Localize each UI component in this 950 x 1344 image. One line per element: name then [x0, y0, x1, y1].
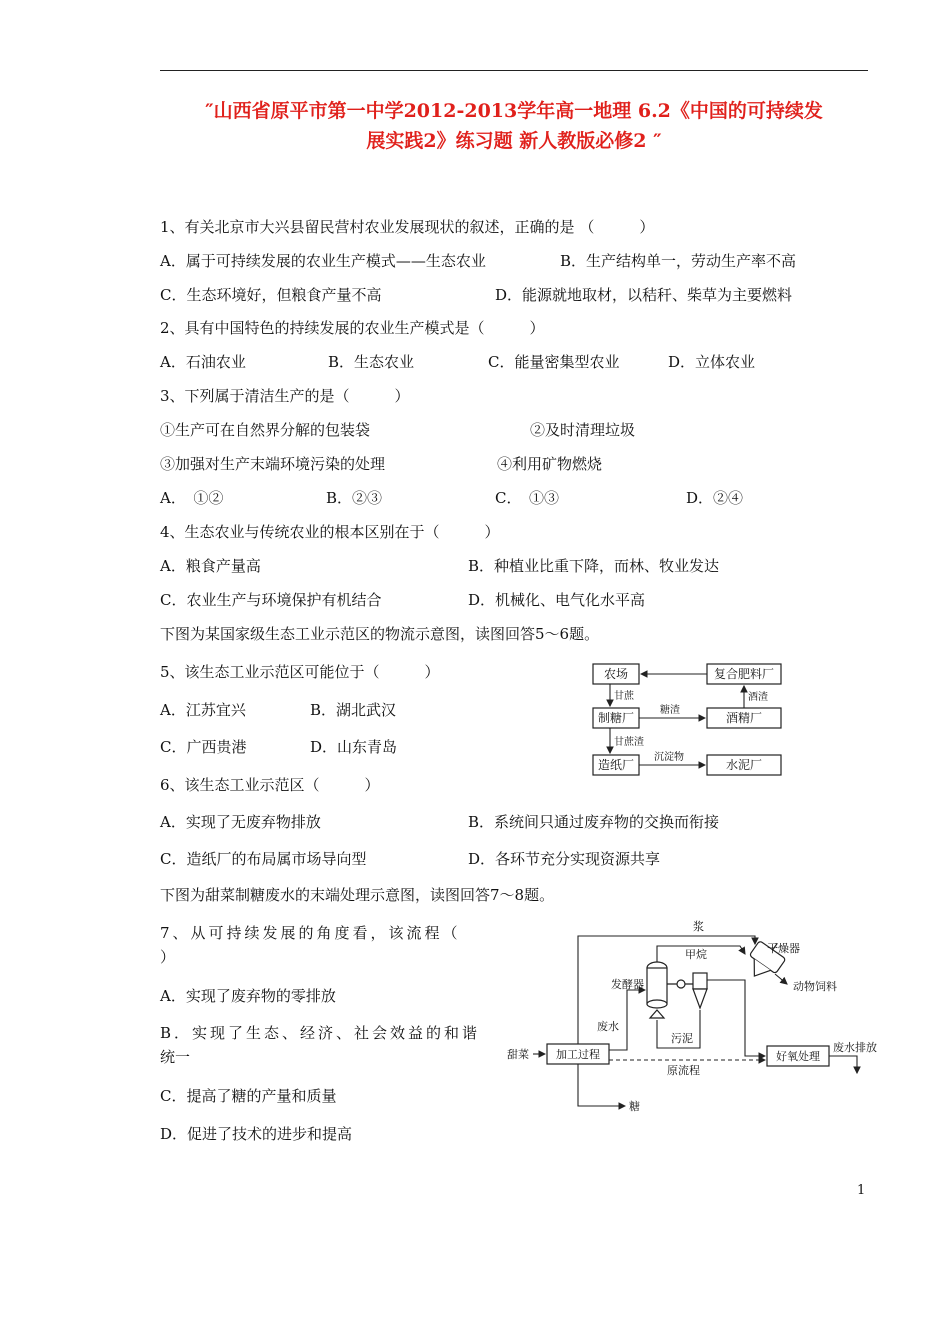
intro-7-8: 下图为甜菜制糖废水的末端处理示意图，读图回答7～8题。	[160, 886, 555, 904]
q5-option-b: B．湖北武汉	[310, 701, 397, 719]
edge-label-bagasse: 甘蔗渣	[614, 737, 644, 748]
q6-option-b: B．系统间只通过废弃物的交换而衔接	[468, 813, 720, 831]
q3-item-1: ①生产可在自然界分解的包装袋	[160, 421, 371, 439]
q3-item-4: ④利用矿物燃烧	[497, 455, 603, 473]
q7-option-d: D．促进了技术的进步和提高	[160, 1125, 353, 1143]
edge-label-distillers-grains: 酒渣	[748, 692, 768, 703]
q4-option-a: A．粮食产量高	[160, 557, 261, 575]
label-sugar: 糖	[629, 1100, 640, 1113]
edge-label-sugar-residue: 糖渣	[660, 705, 680, 716]
q6-option-d: D．各环节充分实现资源共享	[468, 850, 661, 868]
q4-option-d: D．机械化、电气化水平高	[468, 591, 646, 609]
label-sugar-mill: 制糖厂	[597, 711, 635, 725]
label-processing: 加工过程	[556, 1048, 600, 1061]
title-line-1: ″山西省原平市第一中学2012-2013学年高一地理 6.2《中国的可持续发	[205, 100, 823, 122]
intro-5-6: 下图为某国家级生态工业示范区的物流示意图，读图回答5～6题。	[160, 625, 600, 643]
document-title	[150, 96, 878, 156]
title-line-2: 展实践2》练习题 新人教版必修2 ″	[366, 130, 662, 152]
header-rule	[160, 70, 868, 71]
edge-label-sediment: 沉淀物	[654, 752, 684, 763]
beet-sugar-wastewater-diagram	[505, 918, 890, 1118]
q4-option-b: B．种植业比重下降，而林、牧业发达	[468, 557, 720, 575]
label-aerobic-treatment: 好氧处理	[776, 1050, 820, 1063]
label-original-process: 原流程	[667, 1064, 700, 1077]
label-paper-mill: 造纸厂	[597, 758, 635, 772]
label-fermenter: 发酵器	[611, 978, 644, 991]
label-beet: 甜菜	[507, 1048, 529, 1061]
label-wastewater: 废水	[597, 1020, 619, 1033]
q6-option-a: A．实现了无废弃物排放	[160, 813, 321, 831]
label-cement-plant: 水泥厂	[725, 758, 763, 772]
q4-stem: 4、生态农业与传统农业的根本区别在于（ ）	[160, 523, 500, 541]
q3-item-2: ②及时清理垃圾	[530, 421, 636, 439]
q3-option-b: B．②③	[326, 489, 383, 507]
label-farm: 农场	[603, 667, 629, 681]
q1-option-d: D．能源就地取材，以秸秆、柴草为主要燃料	[495, 286, 793, 304]
q6-option-c: C．造纸厂的布局属市场导向型	[160, 850, 367, 868]
edge-label-sugarcane: 甘蔗	[614, 691, 634, 702]
q2-option-d: D．立体农业	[668, 353, 756, 371]
q2-option-a: A．石油农业	[160, 353, 246, 371]
label-slurry: 浆	[693, 920, 704, 933]
label-methane: 甲烷	[685, 948, 707, 961]
q7-option-c: C．提高了糖的产量和质量	[160, 1087, 337, 1105]
q2-stem: 2、具有中国特色的持续发展的农业生产模式是（ ）	[160, 319, 545, 337]
q3-item-3: ③加强对生产末端环境污染的处理	[160, 455, 386, 473]
q5-option-d: D．山东青岛	[310, 738, 398, 756]
q4-option-c: C．农业生产与环境保护有机结合	[160, 591, 382, 609]
q2-option-b: B．生态农业	[328, 353, 415, 371]
label-discharge: 废水排放	[833, 1041, 877, 1054]
label-fertilizer-plant: 复合肥料厂	[713, 667, 775, 681]
page-number: 1	[857, 1183, 866, 1198]
label-sludge: 污泥	[671, 1032, 693, 1045]
q1-option-b: B．生产结构单一，劳动生产率不高	[560, 252, 797, 270]
label-alcohol-plant: 酒精厂	[725, 711, 763, 725]
q7-option-a: A．实现了废弃物的零排放	[160, 987, 336, 1005]
q3-option-a: A． ①②	[160, 489, 224, 507]
q7-stem-line-1: 7、从可持续发展的角度看，该流程（	[160, 924, 461, 942]
q1-option-a: A．属于可持续发展的农业生产模式——生态农业	[160, 252, 486, 270]
q5-option-c: C．广西贵港	[160, 738, 247, 756]
label-animal-feed: 动物饲料	[793, 980, 837, 993]
q3-option-d: D．②④	[686, 489, 744, 507]
q3-stem: 3、下列属于清洁生产的是（ ）	[160, 387, 410, 405]
q3-option-c: C． ①③	[495, 489, 559, 507]
fermenter-icon	[647, 962, 707, 1018]
q1-stem: 1、有关北京市大兴县留民营村农业发展现状的叙述，正确的是 （ ）	[160, 218, 655, 236]
q5-stem: 5、该生态工业示范区可能位于（ ）	[160, 663, 440, 681]
q6-stem: 6、该生态工业示范区（ ）	[160, 776, 380, 794]
q7-option-b-line-2: 统一	[160, 1048, 191, 1066]
label-dryer: 干燥器	[767, 942, 800, 955]
eco-industry-flow-diagram	[590, 660, 790, 780]
q2-option-c: C．能量密集型农业	[488, 353, 620, 371]
q7-stem-line-2: ）	[160, 948, 176, 966]
q5-option-a: A．江苏宜兴	[160, 701, 246, 719]
q1-option-c: C．生态环境好，但粮食产量不高	[160, 286, 382, 304]
q7-option-b-line-1: B．实现了生态、经济、社会效益的和谐	[160, 1024, 481, 1042]
